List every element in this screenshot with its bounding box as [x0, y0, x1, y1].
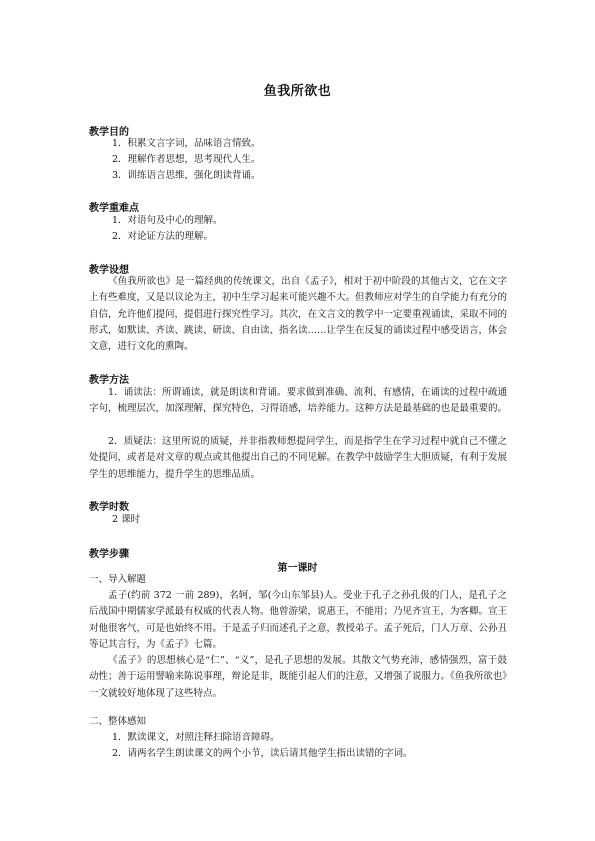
hours-value: 2 课时 [112, 514, 141, 525]
part2-item-2: 2．请两名学生朗读课文的两个小节，读后请其他学生指出读错的字词。 [112, 748, 413, 759]
objective-item-3: 3．训练语言思维，强化朗读背诵。 [112, 170, 261, 181]
part2-item-1: 1．默读课文，对照注释扫除语音障碍。 [112, 732, 280, 743]
hours-heading: 教学时数 [89, 502, 129, 513]
design-paragraph: 《鱼我所欲也》是一篇经典的传统课文，出自《孟子》，相对于初中阶段的其他古文，它在文字上有些难度，又是以议论为主，初中生学习起来可能兴趣不大。但教师应对学生的自学能力有充分的自信，允许他们提问，提倡进行探究性学习。其次，在文言文的教学中一定要重视诵读，采取不同的形式，如默读、齐读、跳读、研读、自由读、指名读……让学生在反复的诵读过程中感受语言，体会文意，进行文化的熏陶。 [89, 276, 508, 353]
design-heading: 教学设想 [89, 265, 129, 276]
lesson-title: 第一课时 [277, 563, 318, 574]
objective-item-1: 1．积累文言字词，品味语言情致。 [112, 138, 261, 149]
key-point-item-1: 1．对语句及中心的理解。 [112, 215, 223, 226]
part2-heading: 二、整体感知 [89, 716, 147, 727]
part1-paragraph-2: 《孟子》的思想核心是“仁”、“义”，是孔子思想的发展。其散文气势充沛，感情强烈，富于鼓动性；善于运用譬喻来陈说事理，辩论是非，既能引起人们的注意，又增强了说服力。《鱼我所欲也》一文就较好地体现了这些特点。 [89, 655, 508, 699]
page-title: 鱼我所欲也 [263, 84, 332, 99]
key-points-heading: 教学重难点 [89, 203, 139, 214]
part1-paragraph-1: 孟子(约前 372 一前 289)，名轲，邹(今山东邹县)人。受业于孔子之孙孔伋的门人，是孔子之后战国中期儒家学派最有权威的代表人物。他曾游梁，说惠王，不能用；乃见齐宣王，为客卿。宣王对他很客气，可是也始终不用。于是孟子归而述孔子之意，教授弟子。孟子死后，门人万章、公孙丑等记其言行，为《孟子》七篇。 [89, 590, 508, 650]
method-paragraph-1: 1．诵读法：所谓诵读，就是朗读和背诵。要求做到准确、流利、有感情，在诵读的过程中疏通字句，梳理层次，加深理解，探究特色，习得语感，培养能力。这种方法是最基础的也是最重要的。 [89, 387, 508, 415]
method-paragraph-2: 2．质疑法：这里所说的质疑，并非指教师想提问学生，而是指学生在学习过程中就自己不懂之处提问，或者是对文章的观点或其他提出自己的不同见解。在教学中鼓励学生大胆质疑，有利于发展学生的思维能力，提升学生的思维品质。 [89, 436, 508, 480]
steps-heading: 教学步骤 [89, 549, 129, 560]
key-point-item-2: 2．对论证方法的理解。 [112, 231, 214, 242]
objectives-heading: 教学目的 [89, 127, 129, 138]
objective-item-2: 2．理解作者思想，思考现代人生。 [112, 154, 261, 165]
methods-heading: 教学方法 [89, 375, 129, 386]
part1-heading: 一、导入解题 [89, 574, 147, 585]
